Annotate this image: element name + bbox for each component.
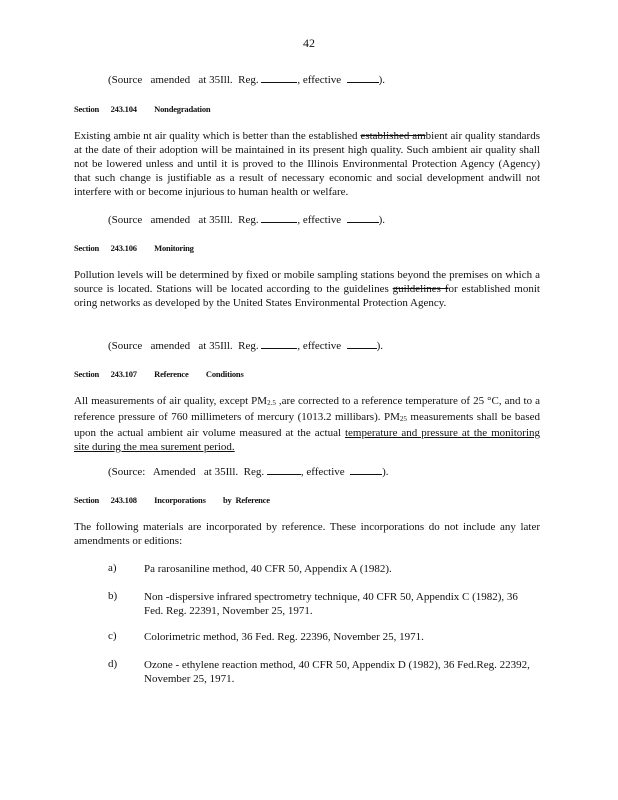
paragraph-monitoring <box>74 268 540 310</box>
paragraph-text: ,are corrected to a reference temperature of 25 °C, and to a reference pressure of 760 millimeters of mercury (1013.2 millibars). PM <box>74 395 540 423</box>
list-item-label: b) <box>108 590 118 602</box>
list-item: Ozone - ethylene reaction method, 40 CFR 50, Appendix D (1982), 36 Fed.Reg. 22392, November 25, 1971. <box>144 659 530 685</box>
blank-line <box>350 464 382 475</box>
struck-text: guildelines f <box>392 283 449 295</box>
blank-line <box>347 212 379 223</box>
section-number: 243.106 <box>110 243 137 253</box>
section-title: Nondegradation <box>154 104 211 114</box>
section-title: by Reference <box>223 495 270 505</box>
page-number: 42 <box>303 36 315 50</box>
section-label: Section <box>74 369 100 379</box>
source-lead: (Source amended at 35Ill. Reg. <box>108 214 259 226</box>
list-item: Pa rarosaniline method, 40 CFR 50, Appendix A (1982). <box>144 563 392 575</box>
paragraph-text: measurements shall be based upon the actual ambient air volume measured at the actual <box>74 411 540 439</box>
blank-line <box>261 212 297 223</box>
list-item-label: c) <box>108 630 117 642</box>
source-mid: , effective <box>300 466 345 478</box>
section-heading-243-104 <box>74 104 210 114</box>
source-note <box>108 212 385 226</box>
source-mid: , effective <box>297 340 342 352</box>
blank-line <box>347 338 377 349</box>
source-note <box>108 338 383 352</box>
paragraph-text: Existing ambie nt air quality which is better than the established <box>74 130 361 142</box>
list-item-label: a) <box>108 562 117 574</box>
list-item: Non -dispersive infrared spectrometry technique, 40 CFR 50, Appendix C (1982), 36 Fed. Reg. 22391, November 25, 1971. <box>144 591 518 617</box>
source-tail: ). <box>376 340 384 352</box>
source-tail: ). <box>378 214 386 226</box>
source-lead: (Source: Amended at 35Ill. Reg. <box>108 466 265 478</box>
section-label: Section <box>74 243 100 253</box>
list-item: Colorimetric method, 36 Fed. Reg. 22396, November 25, 1971. <box>144 631 424 643</box>
section-label: Section <box>74 495 100 505</box>
list-item-label: d) <box>108 658 118 670</box>
paragraph-reference-conditions <box>74 394 540 454</box>
source-tail: ). <box>382 466 389 478</box>
section-number: 243.104 <box>110 104 137 114</box>
source-note <box>108 72 385 86</box>
paragraph-text: bient air quality standards at the date of their adoption will be maintained in its present high quality. Such ambient air quality shall not be lowered unless and until it is proved to the Illinois Environmental Protection Agency (Agency) that such change is justifiable as a result of necessary economic and social development andwill not interfere with or become injurious to human health or welfare. <box>74 130 540 198</box>
subscript: 25 <box>399 415 407 423</box>
source-lead: (Source amended at 35Ill. Reg. <box>108 74 259 86</box>
paragraph-incorporations: The following materials are incorporated by reference. These incorporations do not include any later amendments or editions: <box>74 521 540 547</box>
struck-text: established am <box>360 130 426 142</box>
subscript: 2.5 <box>267 399 276 407</box>
section-label: Section <box>74 104 100 114</box>
paragraph-text: or established monit oring networks as developed by the United States Environmental Protection Agency. <box>74 283 540 309</box>
blank-line <box>267 464 301 475</box>
blank-line <box>347 72 379 83</box>
section-number: 243.107 <box>110 369 137 379</box>
source-note <box>108 464 389 478</box>
underlined-text: temperature and pressure at the monitoring site during the mea surement period. <box>74 427 540 453</box>
blank-line <box>261 338 297 349</box>
section-heading-243-108 <box>74 495 270 505</box>
source-lead: (Source amended at 35Ill. Reg. <box>108 340 259 352</box>
source-mid: , effective <box>297 214 342 226</box>
source-tail: ). <box>378 74 386 86</box>
paragraph-text: Pollution levels will be determined by fixed or mobile sampling stations beyond the premises on which a source is located. Stations will be located according to the guidelines <box>74 269 540 295</box>
source-mid: , effective <box>297 74 342 86</box>
paragraph-nondegradation <box>74 129 540 199</box>
section-number: 243.108 <box>110 495 137 505</box>
section-title: Reference Conditions <box>154 369 244 379</box>
blank-line <box>261 72 297 83</box>
section-heading-243-107 <box>74 369 244 379</box>
section-title: Incorporations <box>154 495 206 505</box>
section-title: Monitoring <box>154 243 194 253</box>
section-heading-243-106 <box>74 243 194 253</box>
paragraph-text: All measurements of air quality, except PM <box>74 395 268 407</box>
